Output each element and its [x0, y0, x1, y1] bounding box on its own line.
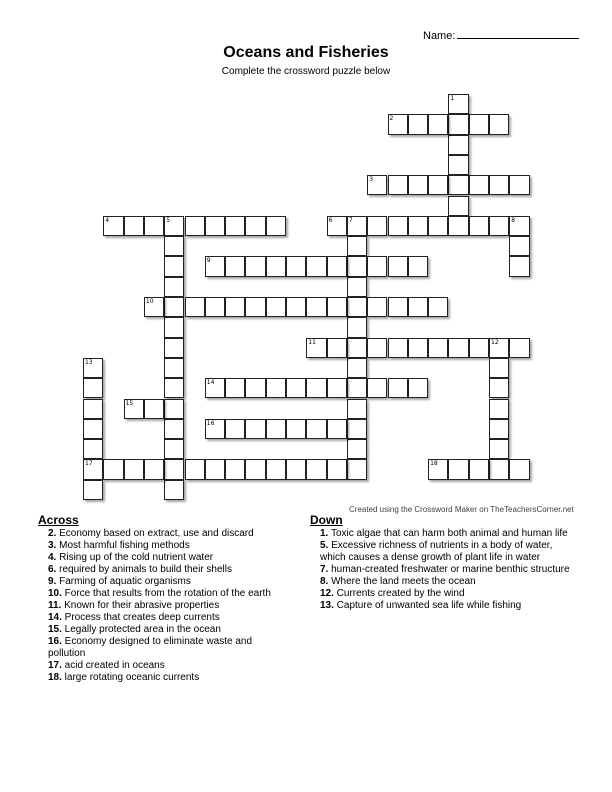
crossword-cell[interactable] [428, 338, 448, 358]
across-clue [38, 564, 278, 576]
crossword-cell[interactable] [388, 338, 408, 358]
across-clue-number: 11. [48, 600, 62, 611]
down-clue-text: Where the land meets the ocean [328, 576, 476, 587]
down-clue-text: Capture of unwanted sea life while fishing [333, 600, 522, 611]
crossword-cell[interactable] [347, 256, 367, 276]
crossword-cell[interactable] [327, 216, 347, 236]
crossword-cell[interactable] [489, 338, 509, 358]
crossword-cell[interactable] [83, 480, 103, 500]
crossword-cell[interactable] [225, 378, 245, 398]
cell-number: 14 [206, 379, 215, 387]
crossword-cell[interactable] [448, 216, 468, 236]
crossword-cell[interactable] [266, 419, 286, 439]
crossword-cell[interactable] [347, 459, 367, 479]
crossword-cell[interactable] [428, 114, 448, 134]
across-clue-number: 4. [48, 552, 57, 563]
crossword-cell[interactable] [205, 256, 225, 276]
across-clue-text: Most harmful fishing methods [56, 540, 190, 551]
crossword-cell[interactable] [83, 358, 103, 378]
crossword-cell[interactable] [164, 338, 184, 358]
across-clue-text: Economy based on extract, use and discard [56, 528, 254, 539]
crossword-cell[interactable] [164, 358, 184, 378]
crossword-cell[interactable] [225, 419, 245, 439]
crossword-cell[interactable] [83, 399, 103, 419]
crossword-cell[interactable] [347, 439, 367, 459]
down-clue [310, 588, 580, 600]
across-clue [38, 528, 278, 540]
crossword-cell[interactable] [164, 480, 184, 500]
crossword-cell[interactable] [469, 114, 489, 134]
crossword-cell[interactable] [347, 236, 367, 256]
across-clue-text: acid created in oceans [61, 660, 165, 671]
cell-number: 2 [389, 115, 394, 123]
crossword-cell[interactable] [164, 277, 184, 297]
down-clue-text: Toxic algae that can harm both animal and human life [328, 528, 568, 539]
crossword-cell[interactable] [388, 175, 408, 195]
crossword-cell[interactable] [266, 378, 286, 398]
crossword-cell[interactable] [408, 256, 428, 276]
down-heading: Down [310, 513, 343, 527]
across-clue-text: Economy designed to eliminate waste and pollution [48, 636, 253, 659]
credit-line: Created using the Crossword Maker on TheTeachersCorner.net [349, 505, 574, 514]
crossword-cell[interactable] [367, 256, 387, 276]
cell-number: 15 [125, 399, 134, 407]
across-clues [38, 514, 278, 684]
cell-number: 4 [105, 216, 110, 224]
crossword-cell[interactable] [286, 419, 306, 439]
across-clue-number: 17. [48, 660, 62, 671]
crossword-cell[interactable] [347, 399, 367, 419]
crossword-cell[interactable] [327, 338, 347, 358]
crossword-cell[interactable] [428, 297, 448, 317]
page-subtitle: Complete the crossword puzzle below [221, 66, 391, 77]
across-clue-number: 3. [48, 540, 57, 551]
crossword-cell[interactable] [306, 459, 326, 479]
down-clue-number: 1. [320, 528, 329, 539]
crossword-cell[interactable] [225, 297, 245, 317]
crossword-cell[interactable] [347, 378, 367, 398]
crossword-cell[interactable] [327, 378, 347, 398]
across-clue [38, 624, 278, 636]
crossword-cell[interactable] [306, 419, 326, 439]
cell-number: 17 [85, 460, 93, 468]
crossword-cell[interactable] [83, 419, 103, 439]
crossword-cell[interactable] [489, 419, 509, 439]
page-title: Oceans and Fisheries [223, 44, 389, 61]
crossword-cell[interactable] [124, 216, 144, 236]
crossword-cell[interactable] [489, 378, 509, 398]
across-clue [38, 576, 278, 588]
crossword-cell[interactable] [144, 297, 164, 317]
crossword-cell[interactable] [428, 175, 448, 195]
crossword-cell[interactable] [469, 459, 489, 479]
across-clue-text: Process that creates deep currents [61, 612, 220, 623]
across-clue-text: Known for their abrasive properties [61, 600, 220, 611]
crossword-cell[interactable] [266, 256, 286, 276]
crossword-cell[interactable] [347, 277, 367, 297]
crossword-cell[interactable] [286, 459, 306, 479]
crossword-cell[interactable] [245, 459, 265, 479]
crossword-cell[interactable] [408, 297, 428, 317]
crossword-cell[interactable] [347, 297, 367, 317]
crossword-cell[interactable] [266, 459, 286, 479]
crossword-cell[interactable] [164, 297, 184, 317]
crossword-cell[interactable] [367, 378, 387, 398]
across-clue-text: Force that results from the rotation of the earth [61, 588, 271, 599]
down-clue-number: 8. [320, 576, 329, 587]
crossword-cell[interactable] [428, 216, 448, 236]
crossword-cell[interactable] [83, 459, 103, 479]
crossword-cell[interactable] [347, 317, 367, 337]
crossword-cell[interactable] [448, 459, 468, 479]
crossword-cell[interactable] [489, 439, 509, 459]
across-clue [38, 540, 278, 552]
crossword-cell[interactable] [205, 297, 225, 317]
crossword-cell[interactable] [408, 216, 428, 236]
crossword-cell[interactable] [164, 459, 184, 479]
down-clue-number: 13. [320, 600, 334, 611]
crossword-cell[interactable] [245, 216, 265, 236]
crossword-cell[interactable] [489, 399, 509, 419]
down-clue-text: Excessive richness of nutrients in a body of water, which causes a dense growth of plant life in water [320, 540, 553, 563]
down-clue [310, 540, 580, 564]
crossword-cell[interactable] [469, 338, 489, 358]
crossword-cell[interactable] [225, 459, 245, 479]
cell-number: 3 [369, 176, 374, 184]
down-clue-number: 7. [320, 564, 329, 575]
crossword-cell[interactable] [103, 459, 123, 479]
crossword-cell[interactable] [367, 175, 387, 195]
cell-number: 11 [308, 338, 316, 346]
crossword-cell[interactable] [388, 256, 408, 276]
crossword-cell[interactable] [509, 236, 529, 256]
name-label: Name: [423, 30, 456, 42]
crossword-cell[interactable] [448, 135, 468, 155]
down-clue-number: 5. [320, 540, 329, 551]
crossword-cell[interactable] [489, 114, 509, 134]
across-clue-text: required by animals to build their shells [56, 564, 232, 575]
crossword-cell[interactable] [164, 236, 184, 256]
crossword-cell[interactable] [509, 216, 529, 236]
crossword-cell[interactable] [185, 297, 205, 317]
crossword-cell[interactable] [225, 216, 245, 236]
crossword-cell[interactable] [83, 378, 103, 398]
across-clue-number: 18. [48, 672, 62, 683]
crossword-cell[interactable] [185, 216, 205, 236]
cell-number: 18 [430, 460, 438, 468]
crossword-cell[interactable] [124, 459, 144, 479]
cell-number: 10 [145, 298, 154, 305]
down-clue [310, 600, 580, 612]
crossword-cell[interactable] [448, 155, 468, 175]
crossword-cell[interactable] [448, 338, 468, 358]
across-clue [38, 588, 278, 600]
crossword-cell[interactable] [388, 297, 408, 317]
crossword-cell[interactable] [489, 459, 509, 479]
across-clue-list [38, 528, 278, 684]
crossword-cell[interactable] [408, 175, 428, 195]
crossword-cell[interactable] [388, 114, 408, 134]
crossword-cell[interactable] [245, 419, 265, 439]
crossword-cell[interactable] [347, 419, 367, 439]
crossword-cell[interactable] [469, 216, 489, 236]
crossword-cell[interactable] [286, 378, 306, 398]
down-clue-text: human-created freshwater or marine benthic structure [328, 564, 570, 575]
crossword-cell[interactable] [164, 216, 184, 236]
across-clue [38, 552, 278, 564]
crossword-cell[interactable] [408, 378, 428, 398]
across-clue-number: 14. [48, 612, 62, 623]
crossword-cell[interactable] [327, 256, 347, 276]
crossword-cell[interactable] [448, 175, 468, 195]
crossword-cell[interactable] [347, 216, 367, 236]
across-clue-number: 15. [48, 624, 62, 635]
cell-number: 7 [348, 216, 353, 224]
crossword-cell[interactable] [266, 297, 286, 317]
across-clue [38, 636, 278, 660]
across-clue-number: 9. [48, 576, 57, 587]
crossword-cell[interactable] [205, 419, 225, 439]
crossword-cell[interactable] [245, 256, 265, 276]
cell-number: 8 [511, 216, 516, 224]
crossword-cell[interactable] [367, 338, 387, 358]
across-clue [38, 672, 278, 684]
crossword-cell[interactable] [306, 297, 326, 317]
crossword-cell[interactable] [245, 297, 265, 317]
across-clue-text: Rising up of the cold nutrient water [56, 552, 214, 563]
crossword-cell[interactable] [245, 378, 265, 398]
crossword-cell[interactable] [205, 459, 225, 479]
crossword-cell[interactable] [509, 175, 529, 195]
crossword-cell[interactable] [509, 459, 529, 479]
down-clue [310, 576, 580, 588]
cell-number: 12 [491, 338, 499, 346]
cell-number: 16 [206, 419, 215, 427]
crossword-cell[interactable] [388, 216, 408, 236]
crossword-cell[interactable] [164, 378, 184, 398]
cell-number: 6 [328, 216, 333, 224]
crossword-cell[interactable] [83, 439, 103, 459]
down-clue-number: 12. [320, 588, 334, 599]
down-clues [310, 514, 580, 612]
crossword-cell[interactable] [327, 297, 347, 317]
across-clue-text: Legally protected area in the ocean [61, 624, 221, 635]
crossword-cell[interactable] [428, 459, 448, 479]
crossword-cell[interactable] [327, 419, 347, 439]
crossword-cell[interactable] [124, 399, 144, 419]
crossword-cell[interactable] [164, 317, 184, 337]
crossword-cell[interactable] [448, 196, 468, 216]
across-clue-text: large rotating oceanic currents [61, 672, 200, 683]
across-clue-number: 2. [48, 528, 57, 539]
crossword-cell[interactable] [489, 358, 509, 378]
crossword-cell[interactable] [103, 216, 123, 236]
across-clue-number: 16. [48, 636, 62, 647]
crossword-cell[interactable] [509, 256, 529, 276]
crossword-cell[interactable] [347, 338, 367, 358]
down-clue-list [310, 528, 580, 612]
crossword-cell[interactable] [306, 338, 326, 358]
crossword-cell[interactable] [185, 459, 205, 479]
crossword-cell[interactable] [164, 399, 184, 419]
crossword-cell[interactable] [164, 419, 184, 439]
crossword-cell[interactable] [448, 114, 468, 134]
cell-number: 5 [166, 216, 171, 224]
across-clue [38, 612, 278, 624]
down-clue [310, 564, 580, 576]
crossword-cell[interactable] [489, 175, 509, 195]
cell-number: 13 [85, 358, 93, 366]
crossword-cell[interactable] [286, 297, 306, 317]
crossword-cell[interactable] [164, 256, 184, 276]
crossword-cell[interactable] [306, 256, 326, 276]
crossword-cell[interactable] [367, 297, 387, 317]
crossword-cell[interactable] [205, 216, 225, 236]
crossword-cell[interactable] [469, 175, 489, 195]
crossword-cell[interactable] [144, 459, 164, 479]
across-clue-number: 6. [48, 564, 57, 575]
across-clue [38, 600, 278, 612]
down-clue [310, 528, 580, 540]
crossword-cell[interactable] [205, 378, 225, 398]
crossword-cell[interactable] [266, 216, 286, 236]
crossword-cell[interactable] [347, 358, 367, 378]
crossword-cell[interactable] [164, 439, 184, 459]
crossword-cell[interactable] [388, 378, 408, 398]
crossword-cell[interactable] [367, 216, 387, 236]
down-clue-text: Currents created by the wind [333, 588, 465, 599]
crossword-cell[interactable] [286, 256, 306, 276]
across-heading: Across [38, 513, 79, 527]
crossword-cell[interactable] [509, 338, 529, 358]
crossword-cell[interactable] [327, 459, 347, 479]
crossword-cell[interactable] [306, 378, 326, 398]
crossword-cell[interactable] [144, 216, 164, 236]
crossword-cell[interactable] [489, 216, 509, 236]
crossword-cell[interactable] [225, 256, 245, 276]
cell-number: 1 [450, 95, 455, 102]
crossword-cell[interactable] [144, 399, 164, 419]
across-clue-number: 10. [48, 588, 62, 599]
across-clue-text: Farming of aquatic organisms [56, 576, 191, 587]
cell-number: 9 [206, 257, 211, 265]
crossword-cell[interactable] [448, 94, 468, 114]
crossword-cell[interactable] [408, 338, 428, 358]
across-clue [38, 660, 278, 672]
crossword-cell[interactable] [408, 114, 428, 134]
